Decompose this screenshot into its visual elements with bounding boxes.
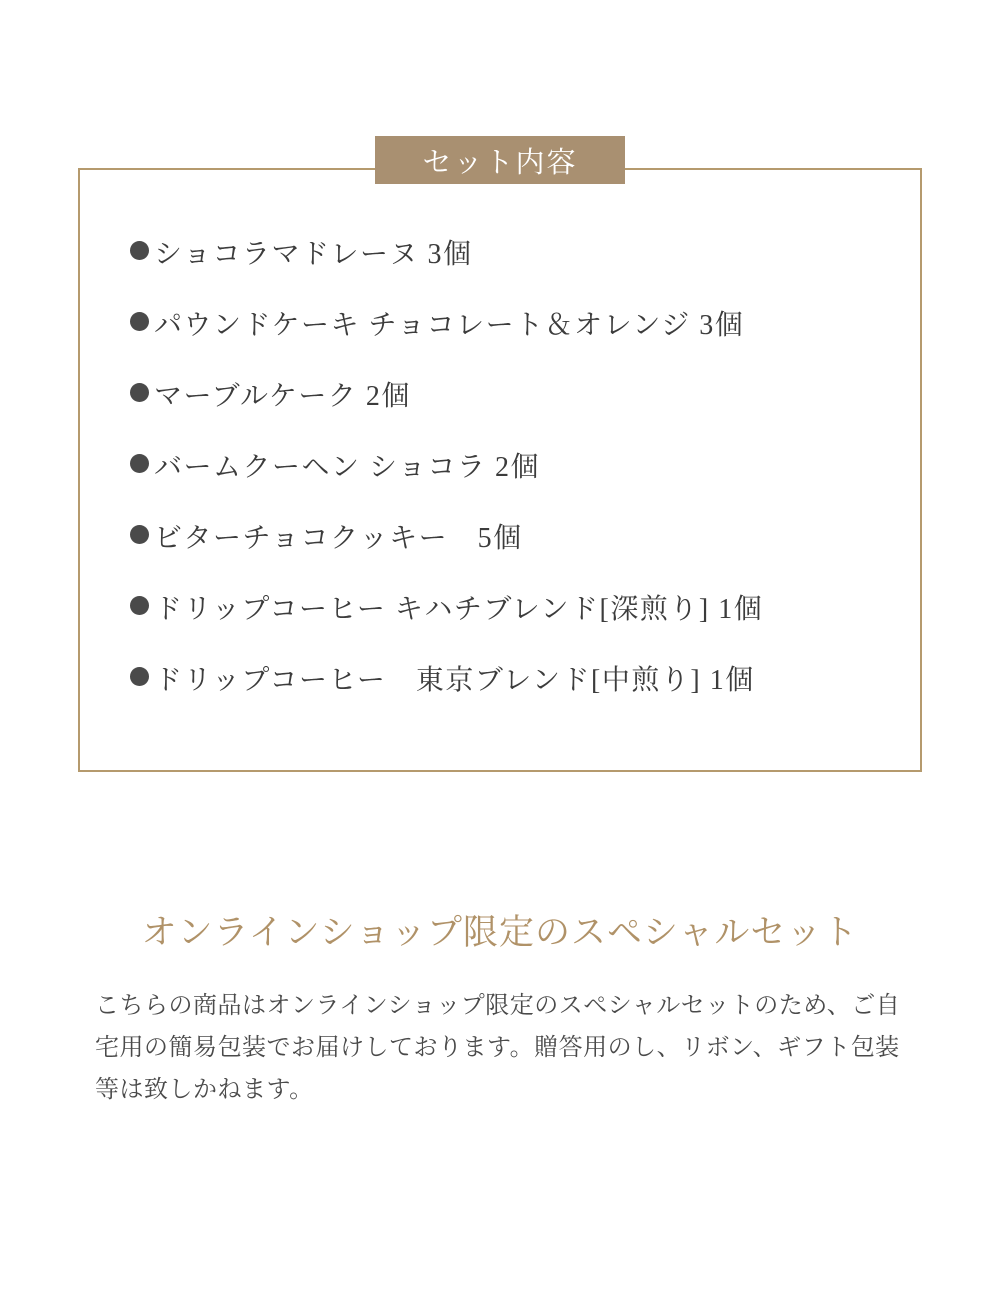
- list-item: [80, 587, 920, 658]
- list-item-label: ショコラマドレーヌ 3個: [154, 239, 473, 270]
- list-item-label: ビターチョコクッキー 5個: [154, 523, 523, 554]
- bullet-icon: [130, 667, 149, 686]
- note-body-text: こちらの商品はオンラインショップ限定のスペシャルセットのため、ご自宅用の簡易包装でお届けしております。贈答用のし、リボン、ギフト包装等は致しかねます。: [95, 992, 901, 1103]
- bullet-icon: [130, 241, 149, 260]
- list-item: [80, 232, 920, 303]
- list-item-label: ドリップコーヒー キハチブレンド[深煎り] 1個: [154, 594, 764, 625]
- list-item-label: パウンドケーキ チョコレート＆オレンジ 3個: [154, 310, 745, 341]
- online-shop-note: [0, 905, 1000, 1111]
- list-item-label: ドリップコーヒー 東京ブレンド[中煎り] 1個: [154, 665, 755, 696]
- note-title: オンラインショップ限定のスペシャルセット: [141, 913, 859, 952]
- list-item: [80, 303, 920, 374]
- set-contents-heading: セット内容: [375, 136, 625, 184]
- bullet-icon: [130, 454, 149, 473]
- bullet-icon: [130, 525, 149, 544]
- bullet-icon: [130, 383, 149, 402]
- set-contents-box: [78, 168, 922, 772]
- bullet-icon: [130, 312, 149, 331]
- list-item: [80, 445, 920, 516]
- list-item: [80, 374, 920, 445]
- bullet-icon: [130, 596, 149, 615]
- set-contents-list: [80, 170, 920, 729]
- note-body: [95, 985, 905, 1111]
- list-item: [80, 516, 920, 587]
- list-item: [80, 658, 920, 729]
- list-item-label: マーブルケーク 2個: [154, 381, 411, 412]
- list-item-label: バームクーヘン ショコラ 2個: [154, 452, 540, 483]
